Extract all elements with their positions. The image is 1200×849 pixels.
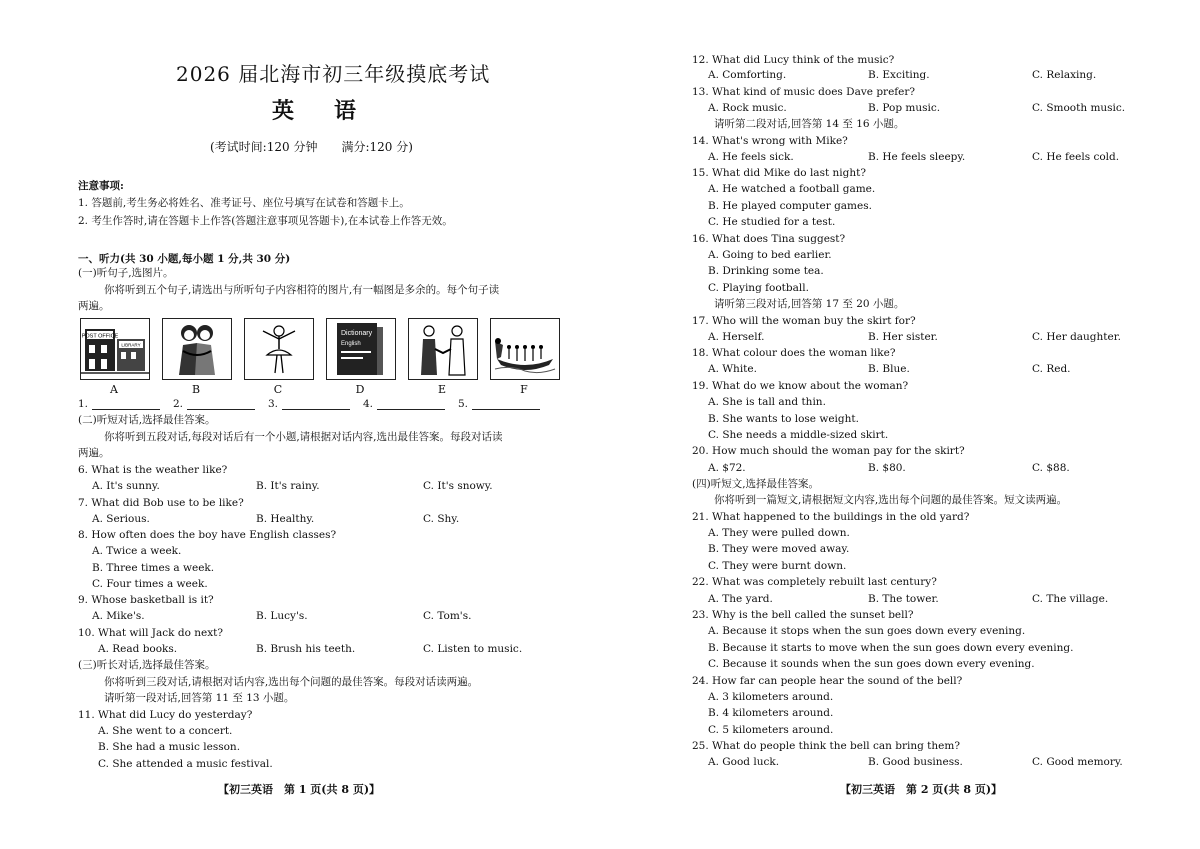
option-c[interactable]: C. Listen to music.: [423, 643, 523, 655]
option-b[interactable]: B. Healthy.: [256, 513, 315, 525]
question-16-option-c[interactable]: C. Playing football.: [708, 282, 809, 294]
option-b[interactable]: B. Brush his teeth.: [256, 643, 356, 655]
picture-label-a: A: [110, 383, 118, 396]
option-b[interactable]: B. Lucy's.: [256, 610, 308, 622]
dialogue-3-instructions: 请听第三段对话,回答第 17 至 20 小题。: [714, 298, 905, 310]
question-25: 25. What do people think the bell can bring them?: [692, 740, 960, 752]
question-19-option-b[interactable]: B. She wants to lose weight.: [708, 413, 859, 425]
option-c[interactable]: C. $88.: [1032, 462, 1070, 474]
ballet-dancer-picture: [244, 318, 314, 380]
option-c[interactable]: C. Her daughter.: [1032, 331, 1121, 343]
option-c[interactable]: C. He feels cold.: [1032, 151, 1120, 163]
section-3-dialogue-1-instructions: 请听第一段对话,回答第 11 至 13 小题。: [104, 692, 295, 704]
question-8-option-c[interactable]: C. Four times a week.: [92, 578, 208, 590]
question-19: 19. What do we know about the woman?: [692, 380, 909, 392]
picture-label-f: F: [520, 383, 528, 396]
question-22: 22. What was completely rebuilt last century?: [692, 576, 937, 588]
question-12: 12. What did Lucy think of the music?: [692, 54, 895, 66]
question-21-option-c[interactable]: C. They were burnt down.: [708, 560, 847, 572]
page-footer: 【初三英语 第 2 页(共 8 页)】: [840, 783, 1003, 796]
question-21-option-b[interactable]: B. They were moved away.: [708, 543, 850, 555]
question-11-option-b[interactable]: B. She had a music lesson.: [98, 741, 241, 753]
question-10: 10. What will Jack do next?: [78, 627, 223, 639]
option-b[interactable]: B. Pop music.: [868, 102, 941, 114]
question-24-option-a[interactable]: A. 3 kilometers around.: [708, 691, 834, 703]
option-b[interactable]: B. $80.: [868, 462, 906, 474]
answer-blank-2[interactable]: [173, 398, 255, 410]
answer-blank-1[interactable]: [78, 398, 160, 410]
question-7: 7. What did Bob use to be like?: [78, 497, 244, 509]
option-b[interactable]: B. It's rainy.: [256, 480, 320, 492]
answer-blank-number: 5.: [458, 398, 469, 410]
dictionary-book-title: Dictionary: [341, 330, 373, 337]
answer-blank-number: 1.: [78, 398, 89, 410]
notice-item-2: 2. 考生作答时,请在答题卡上作答(答题注意事项见答题卡),在本试卷上作答无效。: [78, 215, 453, 227]
section-1-heading: (一)听句子,选图片。: [78, 267, 174, 279]
option-c[interactable]: C. The village.: [1032, 593, 1109, 605]
answer-blank-number: 4.: [363, 398, 374, 410]
question-23-option-b[interactable]: B. Because it starts to move when the sun goes down every evening.: [708, 642, 1074, 654]
option-c[interactable]: C. Good memory.: [1032, 756, 1123, 768]
section-1-instructions-cont: 两遍。: [78, 300, 110, 312]
question-21-option-a[interactable]: A. They were pulled down.: [708, 527, 850, 539]
answer-blank-number: 3.: [268, 398, 279, 410]
question-6: 6. What is the weather like?: [78, 464, 228, 476]
question-15-option-a[interactable]: A. He watched a football game.: [708, 183, 876, 195]
option-b[interactable]: B. He feels sleepy.: [868, 151, 966, 163]
section-4-heading: (四)听短文,选择最佳答案。: [692, 478, 820, 490]
dictionary-book-subtitle: English: [341, 341, 361, 347]
option-b[interactable]: B. The tower.: [868, 593, 939, 605]
question-23: 23. Why is the bell called the sunset bell?: [692, 609, 914, 621]
notice-item-1: 1. 答题前,考生务必将姓名、准考证号、座位号填写在试卷和答题卡上。: [78, 197, 410, 209]
question-8-option-a[interactable]: A. Twice a week.: [92, 545, 182, 557]
question-8: 8. How often does the boy have English classes?: [78, 529, 337, 541]
question-15: 15. What did Mike do last night?: [692, 167, 866, 179]
option-b[interactable]: B. Good business.: [868, 756, 963, 768]
option-b[interactable]: B. Blue.: [868, 363, 910, 375]
dictionary-book-picture: [326, 318, 396, 380]
question-9: 9. Whose basketball is it?: [78, 594, 214, 606]
question-17: 17. Who will the woman buy the skirt for?: [692, 315, 916, 327]
question-14: 14. What's wrong with Mike?: [692, 135, 848, 147]
answer-blank-3[interactable]: [268, 398, 350, 410]
exam-title: 2026 届北海市初三年级摸底考试: [176, 62, 491, 86]
option-c[interactable]: C. Relaxing.: [1032, 69, 1097, 81]
section-3-instructions: 你将听到三段对话,请根据对话内容,选出每个问题的最佳答案。每段对话读两遍。: [104, 676, 479, 688]
option-c[interactable]: C. Red.: [1032, 363, 1071, 375]
question-18: 18. What colour does the woman like?: [692, 347, 896, 359]
dragon-boat-picture: [490, 318, 560, 380]
question-24: 24. How far can people hear the sound of the bell?: [692, 675, 963, 687]
picture-label-b: B: [191, 383, 201, 396]
section-1-instructions: 你将听到五个句子,请选出与所听句子内容相符的图片,有一幅图是多余的。每个句子读: [104, 284, 500, 296]
option-a[interactable]: A. The yard.: [708, 593, 773, 605]
option-c[interactable]: C. Tom's.: [423, 610, 472, 622]
question-20: 20. How much should the woman pay for the skirt?: [692, 445, 965, 457]
section-4-instructions: 你将听到一篇短文,请根据短文内容,选出每个问题的最佳答案。短文读两遍。: [714, 494, 1068, 506]
picture-label-e: E: [437, 383, 447, 396]
answer-blank-5[interactable]: [458, 398, 540, 410]
question-11-option-c[interactable]: C. She attended a music festival.: [98, 758, 273, 770]
question-19-option-c[interactable]: C. She needs a middle-sized skirt.: [708, 429, 889, 441]
post-office-library-picture: [80, 318, 150, 380]
option-a[interactable]: A. Read books.: [98, 643, 178, 655]
exam-info: (考试时间:120 分钟 满分:120 分): [210, 140, 413, 154]
question-11-option-a[interactable]: A. She went to a concert.: [98, 725, 233, 737]
question-15-option-b[interactable]: B. He played computer games.: [708, 200, 872, 212]
option-c[interactable]: C. Smooth music.: [1032, 102, 1126, 114]
page-footer: 【初三英语 第 1 页(共 8 页)】: [218, 783, 381, 796]
question-19-option-a[interactable]: A. She is tall and thin.: [708, 396, 826, 408]
option-a[interactable]: A. Rock music.: [708, 102, 787, 114]
two-children-hugging-picture: [162, 318, 232, 380]
picture-label-c: C: [273, 383, 283, 396]
section-2-heading: (二)听短对话,选择最佳答案。: [78, 414, 216, 426]
handshake-picture: [408, 318, 478, 380]
option-a[interactable]: A. $72.: [708, 462, 746, 474]
option-a[interactable]: A. Good luck.: [708, 756, 780, 768]
answer-blank-number: 2.: [173, 398, 184, 410]
option-b[interactable]: B. Her sister.: [868, 331, 938, 343]
option-c[interactable]: C. Shy.: [423, 513, 460, 525]
question-16-option-b[interactable]: B. Drinking some tea.: [708, 265, 824, 277]
question-23-option-a[interactable]: A. Because it stops when the sun goes down every evening.: [708, 625, 1026, 637]
option-a[interactable]: A. Comforting.: [708, 69, 787, 81]
option-a[interactable]: A. Serious.: [92, 513, 150, 525]
subject-title: 英语: [272, 98, 397, 124]
question-24-option-c[interactable]: C. 5 kilometers around.: [708, 724, 834, 736]
section-3-heading: (三)听长对话,选择最佳答案。: [78, 659, 216, 671]
question-13: 13. What kind of music does Dave prefer?: [692, 86, 916, 98]
notice-heading: 注意事项:: [78, 180, 124, 192]
question-15-option-c[interactable]: C. He studied for a test.: [708, 216, 836, 228]
exam-page-2: [600, 0, 1200, 849]
question-24-option-b[interactable]: B. 4 kilometers around.: [708, 707, 834, 719]
question-8-option-b[interactable]: B. Three times a week.: [92, 562, 215, 574]
question-16-option-a[interactable]: A. Going to bed earlier.: [708, 249, 832, 261]
question-11: 11. What did Lucy do yesterday?: [78, 709, 253, 721]
question-21: 21. What happened to the buildings in the old yard?: [692, 511, 970, 523]
option-a[interactable]: A. He feels sick.: [708, 151, 794, 163]
post-office-sign: POST OFFICE: [81, 333, 119, 340]
section-2-instructions-cont: 两遍。: [78, 447, 110, 459]
option-b[interactable]: B. Exciting.: [868, 69, 930, 81]
library-sign: LIBRARY: [121, 342, 141, 348]
question-23-option-c[interactable]: C. Because it sounds when the sun goes down every evening.: [708, 658, 1035, 670]
option-a[interactable]: A. White.: [708, 363, 757, 375]
option-a[interactable]: A. Mike's.: [92, 610, 145, 622]
option-c[interactable]: C. It's snowy.: [423, 480, 493, 492]
dialogue-2-instructions: 请听第二段对话,回答第 14 至 16 小题。: [714, 118, 905, 130]
option-a[interactable]: A. It's sunny.: [92, 480, 160, 492]
picture-label-d: D: [355, 383, 365, 396]
question-16: 16. What does Tina suggest?: [692, 233, 846, 245]
part-listening-heading: 一、听力(共 30 小题,每小题 1 分,共 30 分): [78, 253, 291, 265]
option-a[interactable]: A. Herself.: [708, 331, 765, 343]
answer-blank-4[interactable]: [363, 398, 445, 410]
section-2-instructions: 你将听到五段对话,每段对话后有一个小题,请根据对话内容,选出最佳答案。每段对话读: [104, 431, 503, 443]
